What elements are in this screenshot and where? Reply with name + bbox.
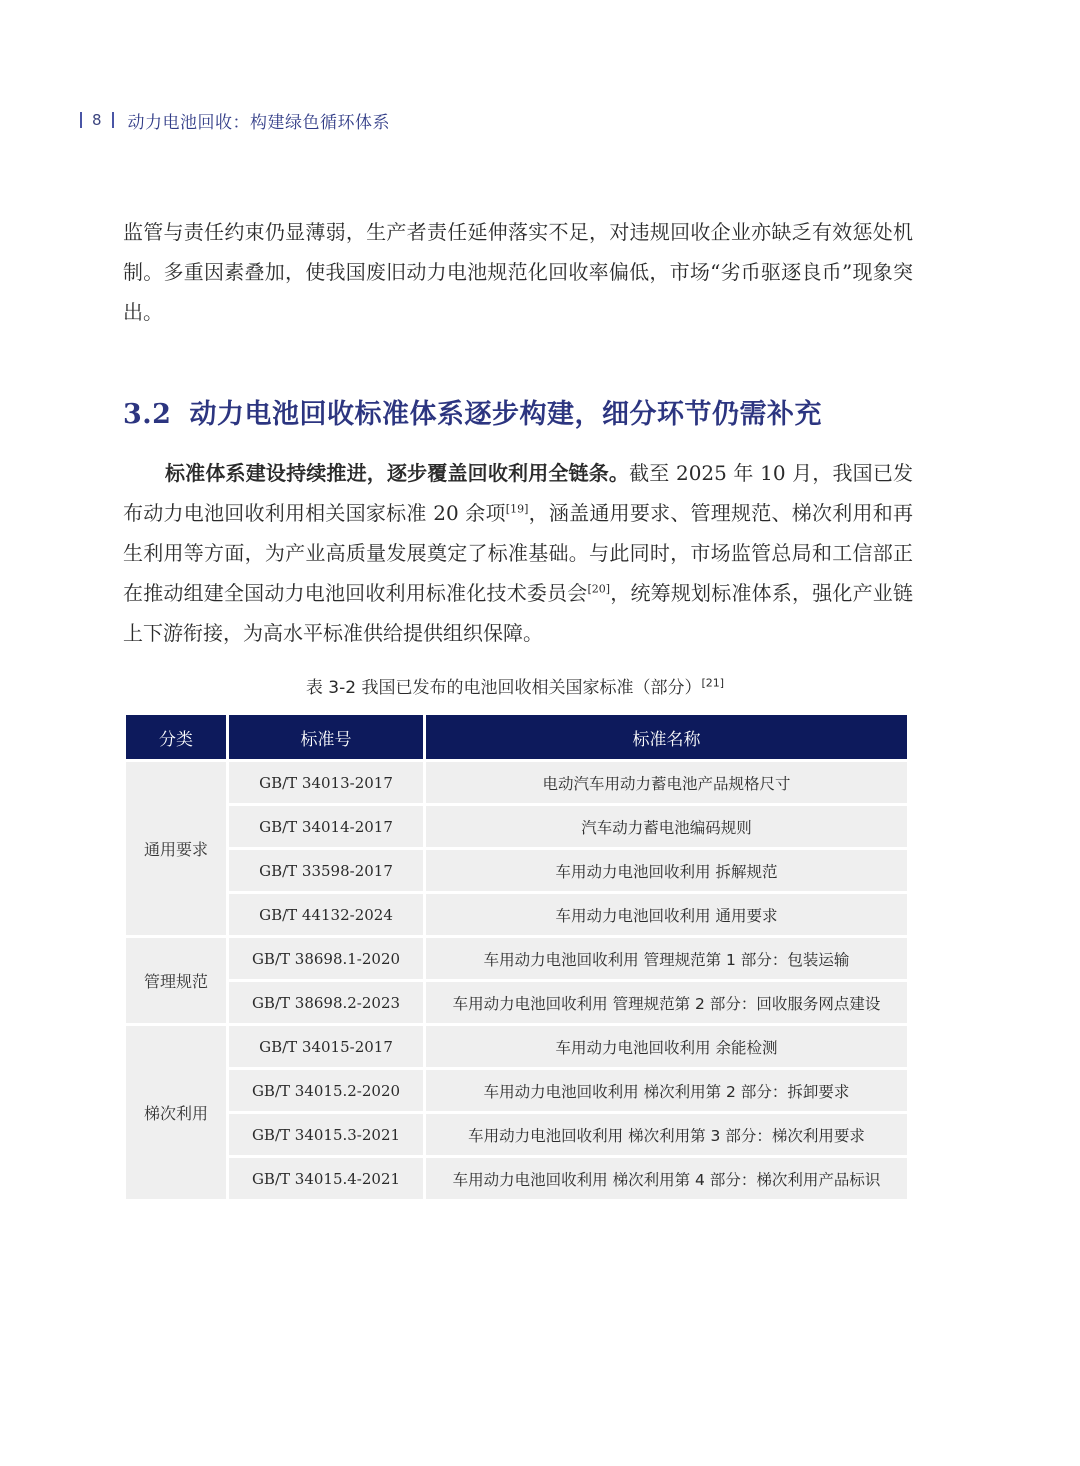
section-heading <box>123 392 822 431</box>
citation-19: [19] <box>505 502 529 516</box>
running-header <box>80 107 390 133</box>
standard-code: GB/T 34013-2017 <box>229 762 423 803</box>
table-row <box>229 938 907 979</box>
running-title: 动力电池回收：构建绿色循环体系 <box>127 112 391 133</box>
standard-code: GB/T 38698.1-2020 <box>229 938 423 979</box>
standard-name: 车用动力电池回收利用 管理规范第 1 部分：包装运输 <box>426 938 907 979</box>
standard-code: GB/T 44132-2024 <box>229 894 423 935</box>
category-cell: 通用要求 <box>126 762 226 935</box>
header-standard-name: 标准名称 <box>426 715 907 759</box>
paragraph-2 <box>123 453 913 653</box>
table-row <box>229 894 907 935</box>
category-cell: 梯次利用 <box>126 1026 226 1199</box>
standard-name: 车用动力电池回收利用 梯次利用第 3 部分：梯次利用要求 <box>426 1114 907 1155</box>
table-group-management <box>126 938 907 1023</box>
standard-code: GB/T 38698.2-2023 <box>229 982 423 1023</box>
standard-name: 车用动力电池回收利用 拆解规范 <box>426 850 907 891</box>
standard-code: GB/T 34015-2017 <box>229 1026 423 1067</box>
table-header-row <box>126 715 907 759</box>
section-title: 动力电池回收标准体系逐步构建，细分环节仍需补充 <box>189 399 822 430</box>
citation-21: [21] <box>701 676 725 690</box>
standard-code: GB/T 34015.2-2020 <box>229 1070 423 1111</box>
page-number: 8 <box>92 111 102 129</box>
header-standard-no: 标准号 <box>229 715 423 759</box>
paragraph-1: 监管与责任约束仍显薄弱，生产者责任延伸落实不足，对违规回收企业亦缺乏有效惩处机制。多重因素叠加，使我国废旧动力电池规范化回收率偏低，市场“劣币驱逐良币”现象突出。 <box>123 220 913 324</box>
standard-code: GB/T 34015.4-2021 <box>229 1158 423 1199</box>
table-group-cascade <box>126 1026 907 1199</box>
header-divider <box>80 112 82 128</box>
paragraph-2-text-a: 截至 2025 年 10 月，我国已发布动力电池回收利用相关国家标准 20 余项 <box>123 461 914 525</box>
section-number: 3.2 <box>123 399 172 430</box>
table-caption-text: 表 3-2 我国已发布的电池回收相关国家标准（部分） <box>305 678 702 698</box>
table-row <box>229 982 907 1023</box>
table-caption <box>0 673 1030 698</box>
table-row <box>229 850 907 891</box>
header-divider <box>112 112 114 128</box>
paragraph-2-lead: 标准体系建设持续推进，逐步覆盖回收利用全链条。 <box>165 461 630 485</box>
standard-name: 车用动力电池回收利用 余能检测 <box>426 1026 907 1067</box>
table-row <box>229 1158 907 1199</box>
category-cell: 管理规范 <box>126 938 226 1023</box>
table-row <box>229 762 907 803</box>
standards-table <box>126 715 907 1199</box>
standard-name: 车用动力电池回收利用 管理规范第 2 部分：回收服务网点建设 <box>426 982 907 1023</box>
standard-name: 车用动力电池回收利用 梯次利用第 4 部分：梯次利用产品标识 <box>426 1158 907 1199</box>
standard-code: GB/T 33598-2017 <box>229 850 423 891</box>
paragraph-2-text-c: ，统筹规划标准体系，强化产业链上下游衔接，为高水平标准供给提供组织保障。 <box>123 581 914 645</box>
standard-name: 车用动力电池回收利用 通用要求 <box>426 894 907 935</box>
standard-code: GB/T 34015.3-2021 <box>229 1114 423 1155</box>
standard-name: 电动汽车用动力蓄电池产品规格尺寸 <box>426 762 907 803</box>
standard-code: GB/T 34014-2017 <box>229 806 423 847</box>
paragraph-2-text-b: ，涵盖通用要求、管理规范、梯次利用和再生利用等方面，为产业高质量发展奠定了标准基础。与此同时，市场监管总局和工信部正在推动组建全国动力电池回收利用标准化技术委员会 <box>123 501 913 605</box>
table-row <box>229 1114 907 1155</box>
table-row <box>229 1070 907 1111</box>
citation-20: [20] <box>587 582 611 596</box>
table-group-general <box>126 762 907 935</box>
header-category: 分类 <box>126 715 226 759</box>
standard-name: 汽车动力蓄电池编码规则 <box>426 806 907 847</box>
table-row <box>229 1026 907 1067</box>
standard-name: 车用动力电池回收利用 梯次利用第 2 部分：拆卸要求 <box>426 1070 907 1111</box>
table-row <box>229 806 907 847</box>
